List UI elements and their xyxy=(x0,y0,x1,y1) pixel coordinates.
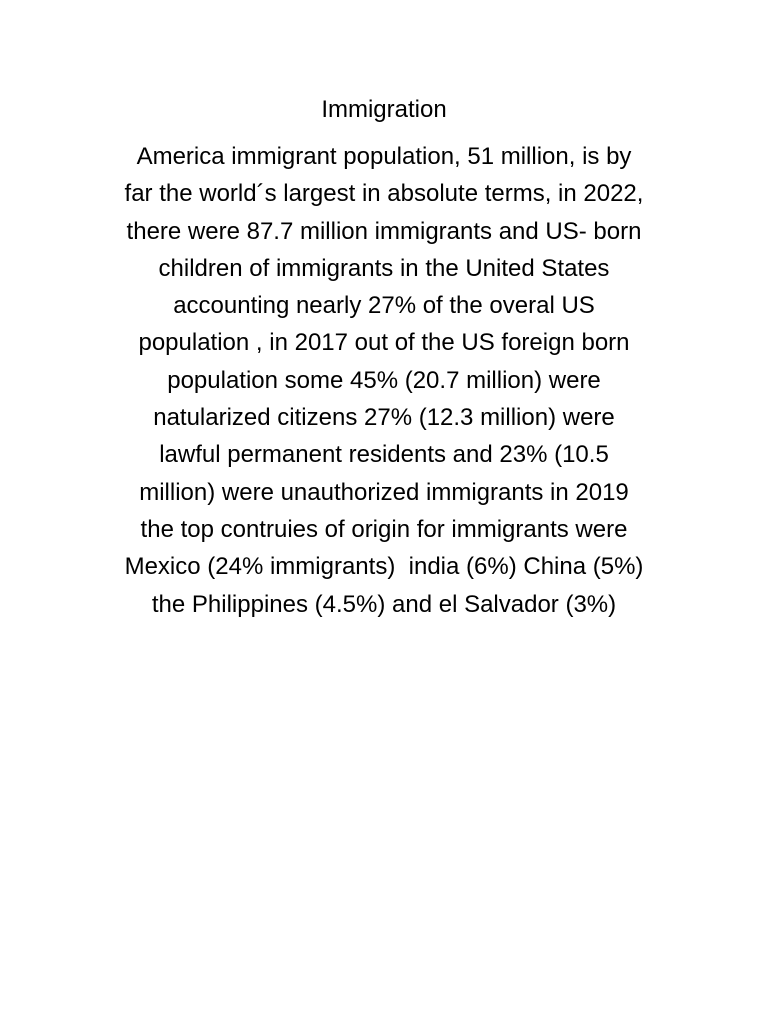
body-line: far the world´s largest in absolute terms, in 2022, xyxy=(124,180,644,208)
body-line: population , in 2017 out of the US foreign born xyxy=(138,329,630,357)
document-body xyxy=(0,138,768,623)
body-line: children of immigrants in the United States xyxy=(158,254,610,282)
body-line: America immigrant population, 51 million, is by xyxy=(136,143,632,170)
body-line: lawful permanent residents and 23% (10.5 xyxy=(159,441,609,469)
body-line: million) were unauthorized immigrants in 2019 xyxy=(139,478,629,506)
document-title: Immigration xyxy=(321,96,447,123)
body-line: population some 45% (20.7 million) were xyxy=(167,366,601,394)
body-line: the top contruies of origin for immigrants were xyxy=(140,515,628,543)
body-line: natularized citizens 27% (12.3 million) were xyxy=(153,404,615,432)
body-line: accounting nearly 27% of the overal US xyxy=(173,292,595,320)
body-line: there were 87.7 million immigrants and US- born xyxy=(126,217,642,245)
body-line: the Philippines (4.5%) and el Salvador (3%) xyxy=(151,590,617,618)
body-line: Mexico (24% immigrants) india (6%) China (5%) xyxy=(124,553,644,581)
